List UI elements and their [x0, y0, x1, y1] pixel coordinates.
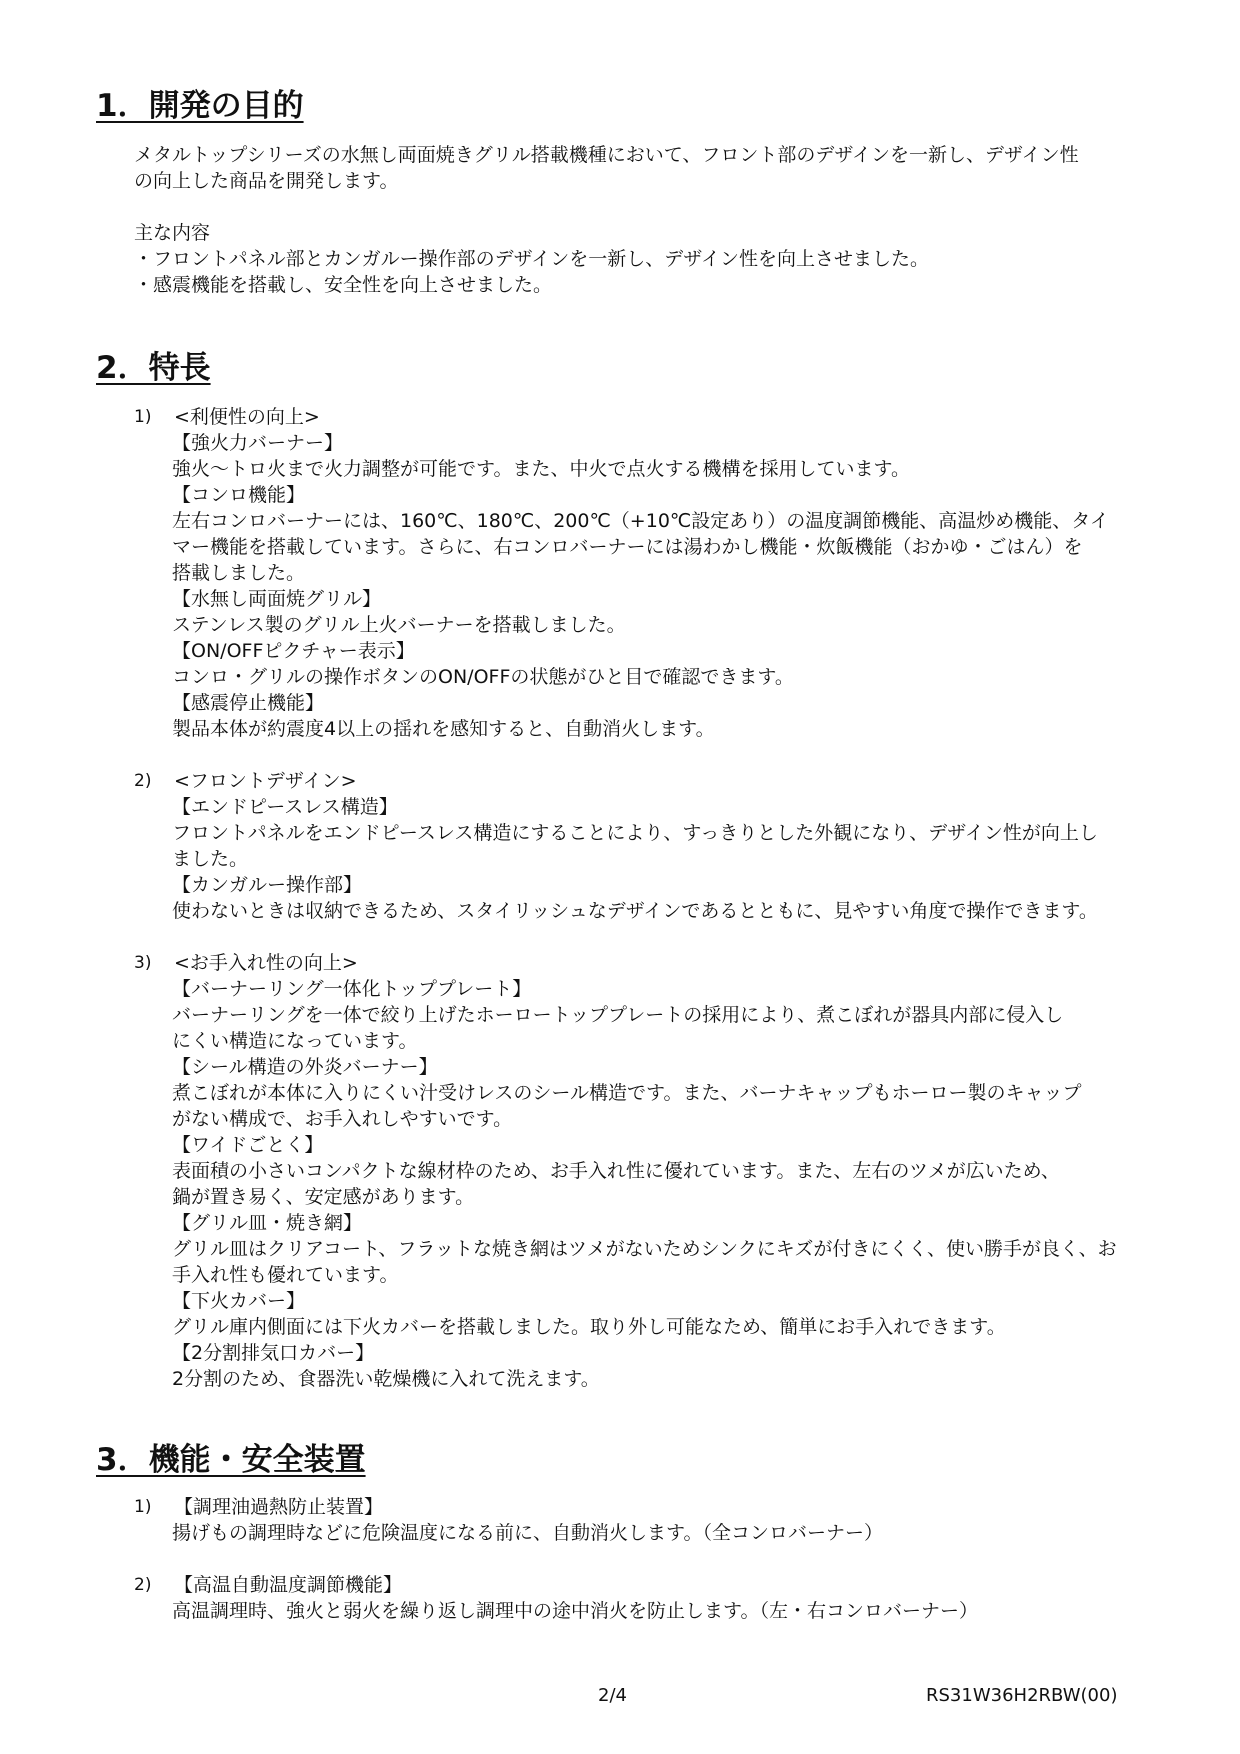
group-number: 3) — [134, 953, 152, 973]
feature-description: グリル庫内側面には下火カバーを搭載しました。取り外し可能なため、簡単にお手入れできます。 — [172, 1316, 1006, 1338]
feature-description: 強火～トロ火まで火力調整が可能です。また、中火で点火する機構を採用しています。 — [172, 458, 910, 480]
section-heading-purpose: 1．開発の目的 — [96, 88, 304, 124]
safety-item-number: 2) — [134, 1575, 152, 1595]
feature-description: マー機能を搭載しています。さらに、右コンロバーナーには湯わかし機能・炊飯機能（おかゆ・ごはん）を — [172, 536, 1083, 558]
group-title: <利便性の向上> — [174, 406, 320, 428]
bullet-item: ・感震機能を搭載し、安全性を向上させました。 — [134, 274, 553, 296]
feature-heading: 【バーナーリング一体化トッププレート】 — [172, 978, 532, 1000]
safety-item-number: 1) — [134, 1497, 152, 1517]
feature-description: 鍋が置き易く、安定感があります。 — [172, 1186, 475, 1208]
group-title: <フロントデザイン> — [174, 770, 357, 792]
feature-description: コンロ・グリルの操作ボタンのON/OFFの状態がひと目で確認できます。 — [172, 666, 794, 688]
feature-description: がない構成で、お手入れしやすいです。 — [172, 1108, 513, 1130]
feature-heading: 【コンロ機能】 — [172, 484, 306, 506]
feature-description: バーナーリングを一体で絞り上げたホーロートッププレートの採用により、煮こぼれが器具内部に侵入し — [172, 1004, 1064, 1026]
feature-description: 使わないときは収納できるため、スタイリッシュなデザインであるとともに、見やすい角度で操作できます。 — [172, 900, 1098, 922]
safety-item-heading: 【調理油過熱防止装置】 — [174, 1496, 384, 1518]
feature-heading: 【カンガルー操作部】 — [172, 874, 363, 896]
document-code: RS31W36H2RBW(00) — [926, 1685, 1118, 1706]
group-number: 2) — [134, 771, 152, 791]
feature-heading: 【感震停止機能】 — [172, 692, 325, 714]
main-content-label: 主な内容 — [134, 222, 211, 244]
group-title: <お手入れ性の向上> — [174, 952, 358, 974]
feature-description: にくい構造になっています。 — [172, 1030, 418, 1052]
bullet-item: ・フロントパネル部とカンガルー操作部のデザインを一新し、デザイン性を向上させました。 — [134, 248, 929, 270]
feature-description: 搭載しました。 — [172, 562, 306, 584]
intro-line: の向上した商品を開発します。 — [134, 170, 399, 192]
section-heading-safety: 3．機能・安全装置 — [96, 1442, 366, 1478]
feature-heading: 【下火カバー】 — [172, 1290, 306, 1312]
feature-heading: 【強火力バーナー】 — [172, 432, 344, 454]
feature-description: 手入れ性も優れています。 — [172, 1264, 399, 1286]
feature-description: フロントパネルをエンドピースレス構造にすることにより、すっきりとした外観になり、デザイン性が向上し — [172, 822, 1098, 844]
feature-heading: 【グリル皿・焼き網】 — [172, 1212, 363, 1234]
feature-description: 2分割のため、食器洗い乾燥機に入れて洗えます。 — [172, 1368, 600, 1390]
feature-description: ました。 — [172, 848, 249, 870]
feature-heading: 【エンドピースレス構造】 — [172, 796, 398, 818]
safety-item-description: 高温調理時、強火と弱火を繰り返し調理中の途中消火を防止します。（左・右コンロバーナー） — [172, 1600, 978, 1622]
feature-heading: 【シール構造の外炎バーナー】 — [172, 1056, 438, 1078]
group-number: 1) — [134, 407, 152, 427]
feature-heading: 【水無し両面焼グリル】 — [172, 588, 382, 610]
feature-description: グリル皿はクリアコート、フラットな焼き網はツメがないためシンクにキズが付きにくく、使い勝手が良く、お — [172, 1238, 1117, 1260]
feature-description: 表面積の小さいコンパクトな線材枠のため、お手入れ性に優れています。また、左右のツメが広いため、 — [172, 1160, 1060, 1182]
section-heading-features: 2．特長 — [96, 350, 211, 386]
feature-heading: 【ON/OFFピクチャー表示】 — [172, 640, 415, 662]
feature-description: 左右コンロバーナーには、160℃、180℃、200℃（+10℃設定あり）の温度調節機能、高温炒め機能、タイ — [172, 510, 1109, 532]
feature-description: 煮こぼれが本体に入りにくい汁受けレスのシール構造です。また、バーナキャップもホーロー製のキャップ — [172, 1082, 1082, 1104]
feature-heading: 【ワイドごとく】 — [172, 1134, 324, 1156]
feature-description: 製品本体が約震度4以上の揺れを感知すると、自動消火します。 — [172, 718, 715, 740]
page-number: 2/4 — [598, 1685, 627, 1706]
safety-item-heading: 【高温自動温度調節機能】 — [174, 1574, 403, 1596]
feature-description: ステンレス製のグリル上火バーナーを搭載しました。 — [172, 614, 626, 636]
feature-heading: 【2分割排気口カバー】 — [172, 1342, 375, 1364]
safety-item-description: 揚げもの調理時などに危険温度になる前に、自動消火します。（全コンロバーナー） — [172, 1522, 883, 1544]
intro-line: メタルトップシリーズの水無し両面焼きグリル搭載機種において、フロント部のデザインを一新し、デザイン性 — [134, 144, 1079, 166]
